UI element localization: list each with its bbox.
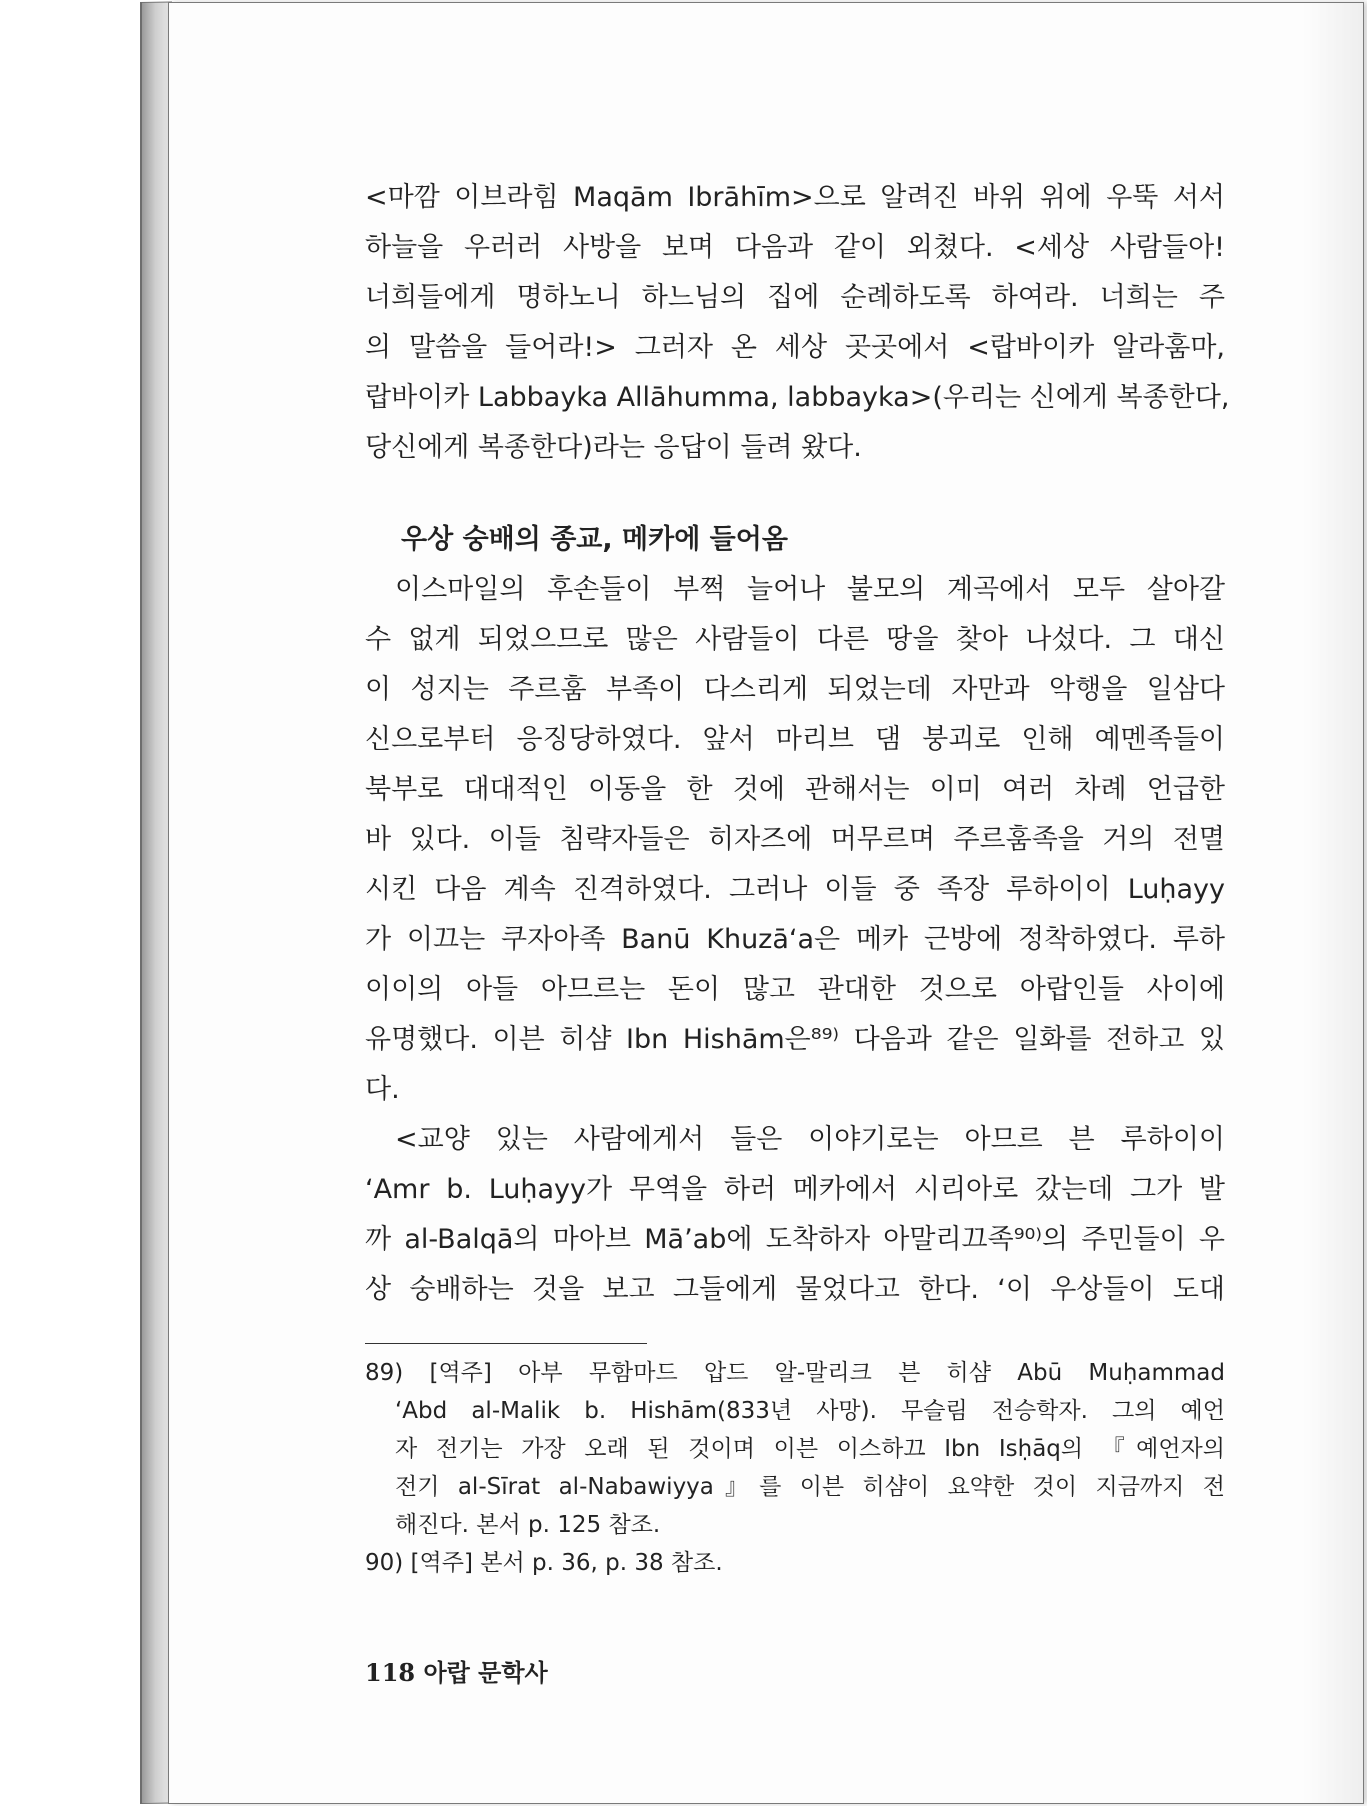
text-line: <마깜 이브라힘 Maqām Ibrāhīm>으로 알려진 바위 위에 우뚝 서서 (365, 182, 1225, 213)
page-folio: 118 아랍 문학사 (365, 1658, 548, 1687)
text-line: 까 al-Balqā의 마아브 Māʼab에 도착하자 아말리끄족⁹⁰⁾의 주민들이 우 (365, 1224, 1225, 1255)
footnote-divider (365, 1343, 647, 1344)
text-line: 수 없게 되었으므로 많은 사람들이 다른 땅을 찾아 나섰다. 그 대신 (365, 624, 1225, 655)
paragraph-1 (365, 173, 1230, 473)
text-line: 북부로 대대적인 이동을 한 것에 관해서는 이미 여러 차례 언급한 (365, 774, 1225, 805)
text-line: 이 성지는 주르훔 부족이 다스리게 되었는데 자만과 악행을 일삼다 (365, 674, 1225, 705)
footnote-line: 90) [역주] 본서 p. 36, p. 38 참조. (365, 1550, 723, 1576)
footnote-line: 해진다. 본서 p. 125 참조. (395, 1512, 661, 1538)
text-line: <교양 있는 사람에게서 들은 이야기로는 아므르 븐 루하이이 (395, 1124, 1225, 1155)
text-line: 이스마일의 후손들이 부쩍 늘어나 불모의 계곡에서 모두 살아갈 (395, 574, 1225, 605)
footnote-90 (365, 1544, 1225, 1582)
text-line: 이이의 아들 아므르는 돈이 많고 관대한 것으로 아랍인들 사이에 (365, 974, 1225, 1005)
text-line: 바 있다. 이들 침략자들은 히자즈에 머무르며 주르훔족을 거의 전멸 (365, 824, 1225, 855)
text-line: 다. (365, 1074, 400, 1105)
text-line: 너희들에게 명하노니 하느님의 집에 순례하도록 하여라. 너희는 주 (365, 282, 1225, 313)
footnote-line: 89) [역주] 아부 무함마드 압드 알-말리크 븐 히샴 Abū Muḥammad (365, 1360, 1225, 1386)
text-line: 하늘을 우러러 사방을 보며 다음과 같이 외쳤다. <세상 사람들아! (365, 232, 1225, 263)
footnote-line: 자 전기는 가장 오래 된 것이며 이븐 이스하끄 Ibn Isḥāq의 『예언자의 (395, 1436, 1225, 1462)
text-line: 의 말씀을 들어라!> 그러자 온 세상 곳곳에서 <랍바이카 알라훔마, (365, 332, 1225, 363)
text-line: ʻAmr b. Luḥayy가 무역을 하러 메카에서 시리아로 갔는데 그가 발 (365, 1174, 1225, 1205)
footnote-line: 전기 al-Sīrat al-Nabawiyya』를 이븐 히샴이 요약한 것이 지금까지 전 (395, 1474, 1225, 1500)
footnote-89 (365, 1354, 1225, 1544)
page-content (365, 173, 1230, 1582)
text-line: 가 이끄는 쿠자아족 Banū Khuzāʻa은 메카 근방에 정착하였다. 루하 (365, 924, 1225, 955)
book-page (168, 2, 1364, 1804)
text-line: 시킨 다음 계속 진격하였다. 그러나 이들 중 족장 루하이이 Luḥayy (365, 874, 1225, 905)
footnote-line: ʻAbd al-Malik b. Hishām(833년 사망). 무슬림 전승학자. 그의 예언 (395, 1398, 1225, 1424)
text-line: 상 숭배하는 것을 보고 그들에게 물었다고 한다. ʻ이 우상들이 도대 (365, 1274, 1225, 1305)
paragraph-2 (365, 565, 1225, 1115)
text-line: 랍바이카 Labbayka Allāhumma, labbayka>(우리는 신에게 복종한다, (365, 382, 1230, 413)
paragraph-3 (365, 1115, 1225, 1315)
text-line: 당신에게 복종한다)라는 응답이 들려 왔다. (365, 432, 862, 463)
text-line: 신으로부터 응징당하였다. 앞서 마리브 댐 붕괴로 인해 예멘족들이 (365, 724, 1225, 755)
section-heading: 우상 숭배의 종교, 메카에 들어옴 (401, 524, 788, 555)
text-line: 유명했다. 이븐 히샴 Ibn Hishām은⁸⁹⁾ 다음과 같은 일화를 전하고 있 (365, 1024, 1225, 1055)
